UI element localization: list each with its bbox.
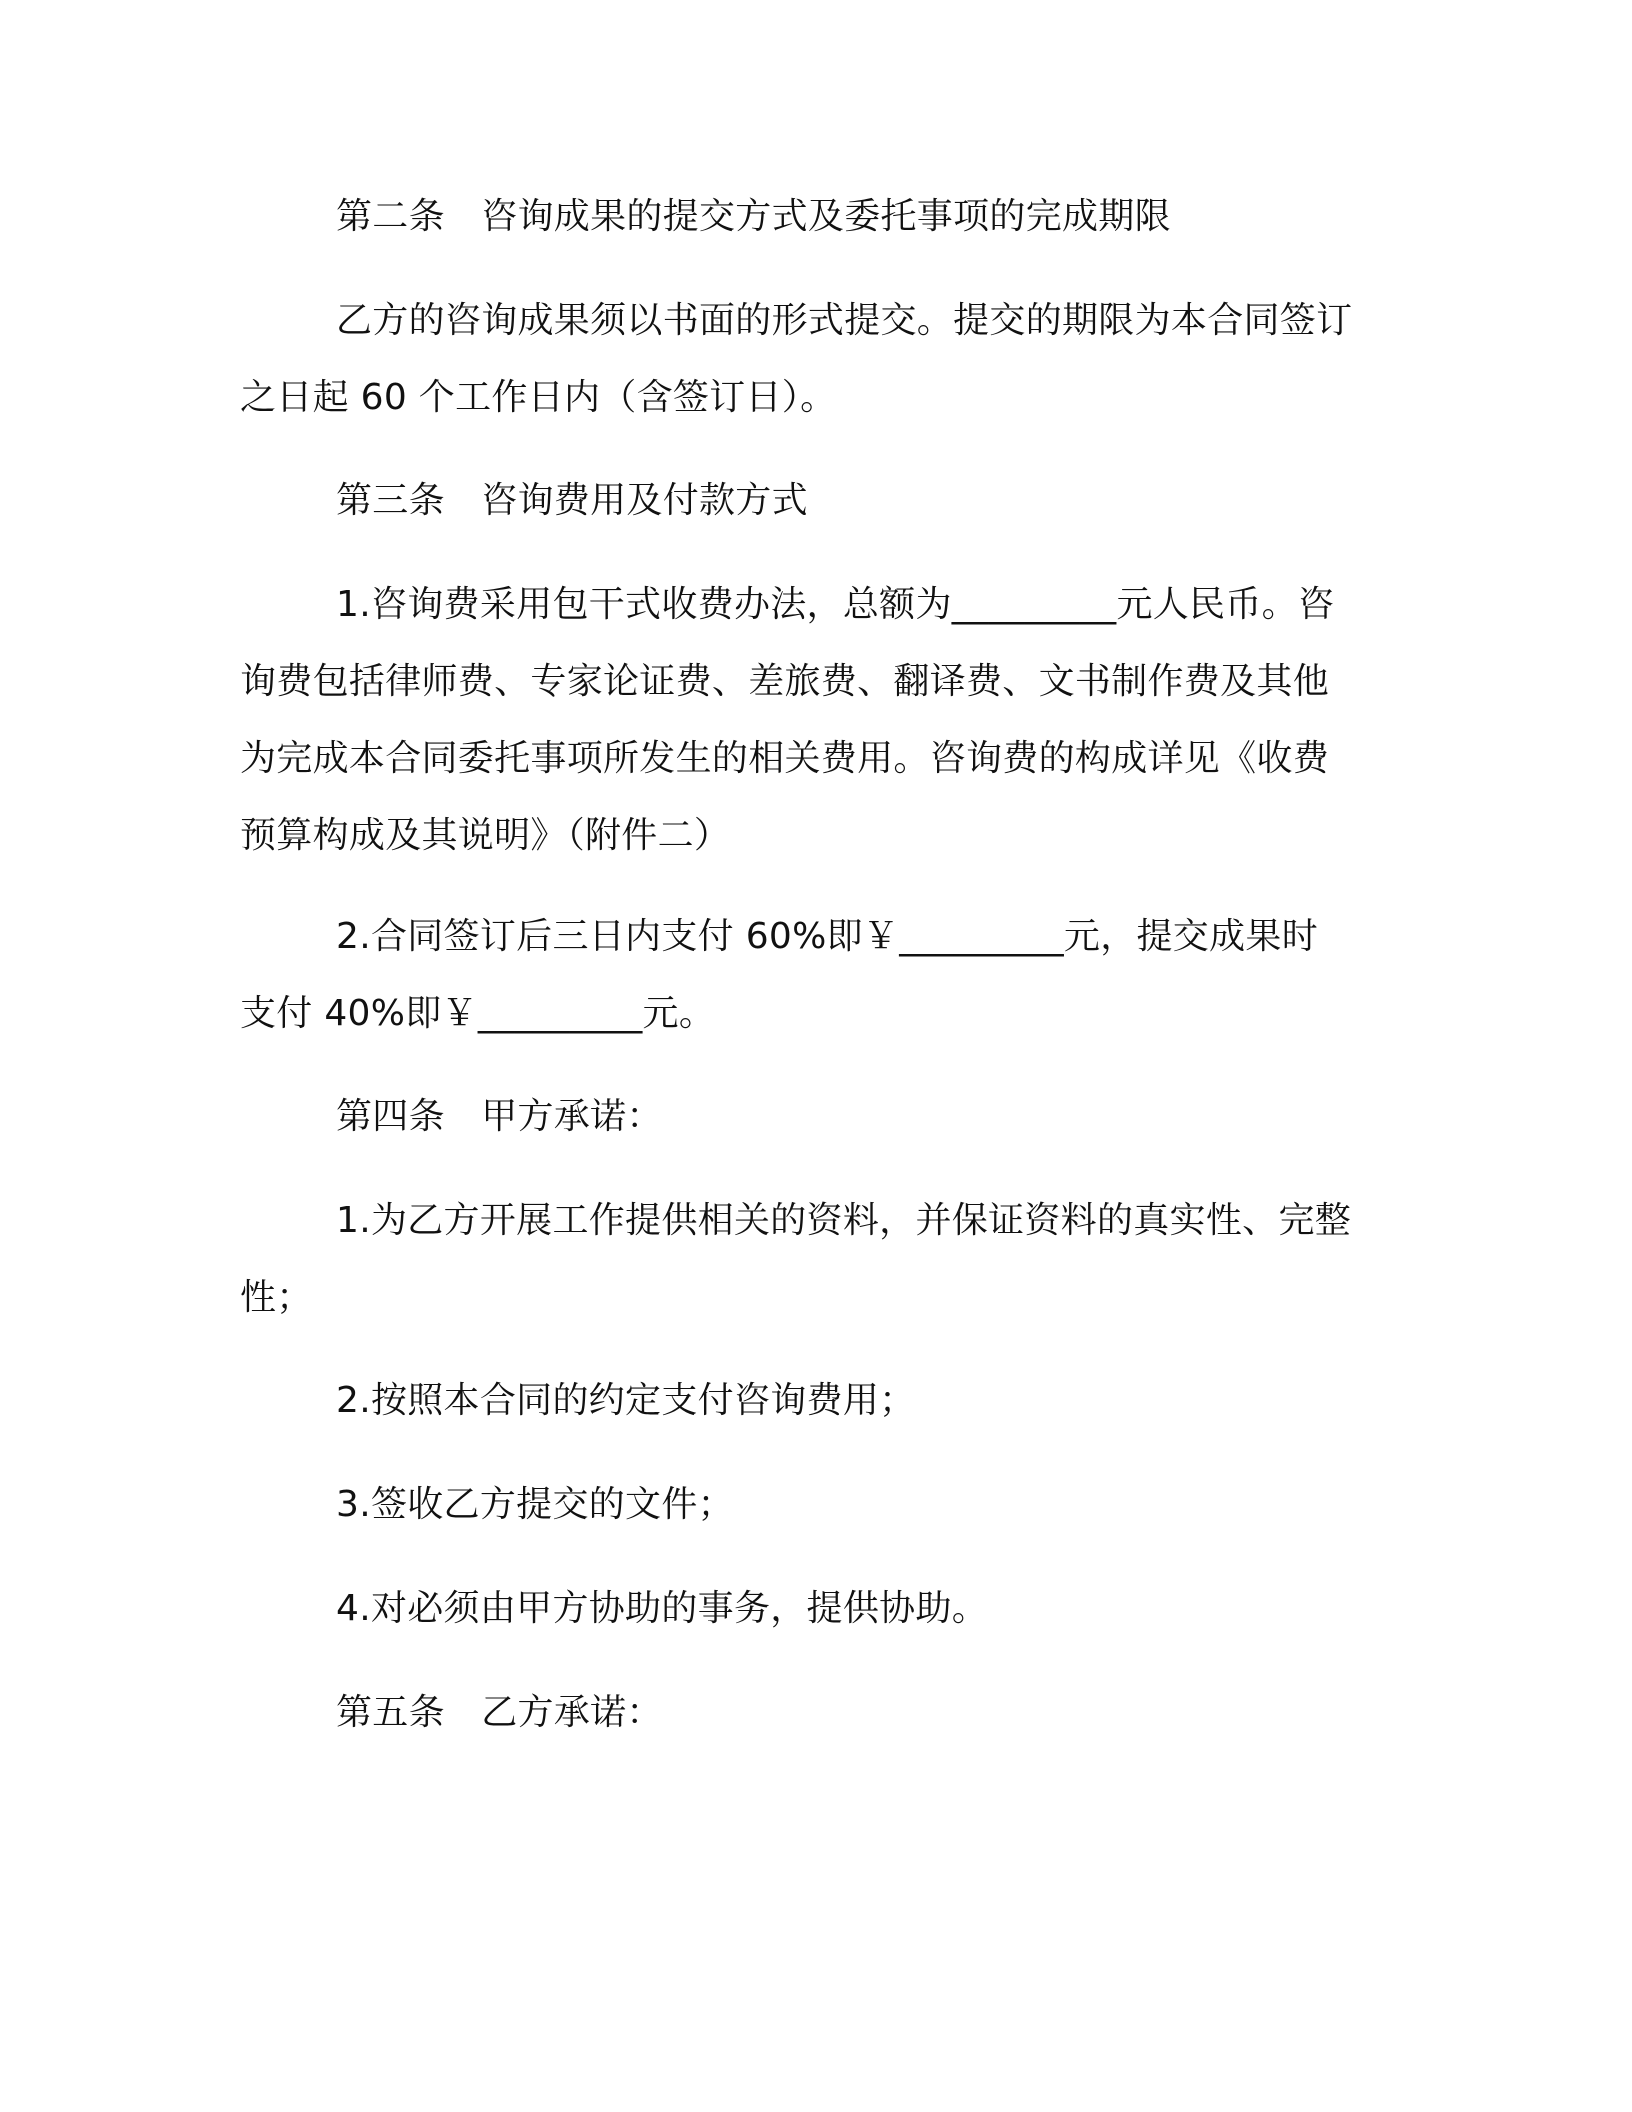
article-4-item-2: [240, 1362, 1380, 1439]
article-2-body: [240, 282, 1380, 436]
article-4-item-4-text: 4.对必须由甲方协助的事务，提供协助。: [336, 1588, 989, 1629]
article-4-item-1-line-1: 1.为乙方开展工作提供相关的资料，并保证资料的真实性、完整: [336, 1200, 1352, 1241]
article-4-item-2-text: 2.按照本合同的约定支付咨询费用；: [336, 1380, 916, 1421]
article-3-item-1-line-1: 1.咨询费采用包干式收费办法，总额为_________元人民币。咨: [336, 584, 1335, 625]
article-3-item-1-line-4: 预算构成及其说明》（附件二）: [240, 815, 731, 856]
article-4-item-3: [240, 1466, 1380, 1543]
article-3-item-2: [240, 898, 1380, 1052]
article-2-heading-text: 第二条 咨询成果的提交方式及委托事项的完成期限: [336, 196, 1171, 237]
article-3-item-1-line-3: 为完成本合同委托事项所发生的相关费用。咨询费的构成详见《收费: [240, 738, 1330, 779]
article-3-item-2-line-2: 支付 40%即￥_________元。: [240, 993, 716, 1034]
article-4-heading: [240, 1078, 1380, 1155]
article-2-body-line-1: 乙方的咨询成果须以书面的形式提交。提交的期限为本合同签订: [336, 300, 1353, 341]
article-4-item-4: [240, 1570, 1380, 1647]
article-4-item-1: [240, 1182, 1380, 1336]
article-3-item-2-line-1: 2.合同签订后三日内支付 60%即￥_________元，提交成果时: [336, 916, 1319, 957]
article-2-heading: [240, 178, 1380, 255]
article-5-heading-text: 第五条 乙方承诺：: [336, 1692, 663, 1733]
article-4-heading-text: 第四条 甲方承诺：: [336, 1096, 663, 1137]
article-3-heading: [240, 462, 1380, 539]
article-3-item-1: [240, 566, 1380, 874]
article-4-item-3-text: 3.签收乙方提交的文件；: [336, 1484, 734, 1525]
article-5-heading: [240, 1674, 1380, 1751]
article-2-body-line-2: 之日起 60 个工作日内（含签订日）。: [240, 377, 837, 418]
article-3-heading-text: 第三条 咨询费用及付款方式: [336, 480, 808, 521]
article-4-item-1-line-2: 性；: [240, 1277, 313, 1318]
article-3-item-1-line-2: 询费包括律师费、专家论证费、差旅费、翻译费、文书制作费及其他: [240, 661, 1330, 702]
